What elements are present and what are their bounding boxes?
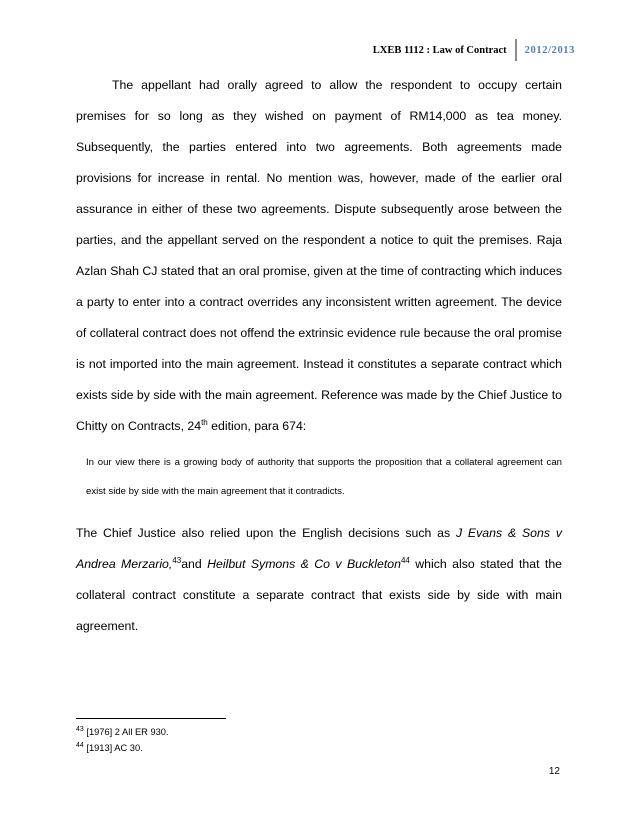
footnote-43 — [76, 725, 169, 739]
case-name-evans: J Evans & Sons v Andrea Merzario, — [76, 526, 562, 571]
paragraph-english-decisions — [76, 518, 562, 642]
paragraph-case-facts — [76, 70, 562, 442]
page-number: 12 — [548, 766, 560, 777]
footnote-number: 43 — [76, 725, 84, 733]
body-text — [76, 70, 562, 642]
running-header — [373, 40, 575, 60]
footnote-number: 44 — [76, 741, 84, 749]
paragraph2-tail: which also stated that the collateral contract constitute a separate contract that exists side by side with main agreement. — [76, 557, 563, 633]
header-separator — [515, 39, 517, 61]
paragraph-case-facts-text: The appellant had orally agreed to allow the respondent to occupy certain premises for so long as they wished on payment of RM14,000 as tea money. Subsequently, the parties entered into two agreements. Both agreements made provisions for increase in rental. No mention was, however, made of the earlier oral assurance in either of these two agreements. Dispute subsequently arose between the parties, and the appellant served on the respondent a notice to quit the premises. Raja Azlan Shah CJ stated that an oral promise, given at the time of contracting which induces a party to enter into a contract overrides any inconsistent written agreement. The device of collateral contract does not offend the extrinsic evidence rule because the oral promise is not imported into the main agreement. Instead it constitutes a separate contract which exists side by side with the main agreement. Reference was made by the Chief Justice to Chitty on Contracts, 24 — [76, 78, 562, 433]
footnote-separator — [76, 718, 226, 719]
footnote-44 — [76, 741, 143, 755]
footnote-text: [1976] 2 All ER 930. — [83, 727, 169, 737]
block-quote: In our view there is a growing body of authority that supports the proposition that a collateral agreement can exist side by side with the main agreement that it contradicts. — [86, 457, 562, 497]
edition-tail-text: edition, para 674: — [207, 419, 307, 433]
footnote-ref-43[interactable]: 43 — [172, 555, 182, 565]
header-course-title: LXEB 1112 : Law of Contract — [372, 44, 507, 56]
header-academic-year: 2012/2013 — [524, 44, 575, 56]
edition-superscript: th — [201, 417, 208, 427]
footnote-ref-44[interactable]: 44 — [400, 555, 410, 565]
paragraph2-mid: and — [181, 557, 208, 571]
case-name-heilbut: Heilbut Symons & Co v Buckleton — [207, 557, 401, 571]
paragraph2-lead: The Chief Justice also relied upon the English decisions such as — [76, 526, 456, 540]
footnote-text: [1913] AC 30. — [83, 743, 143, 753]
